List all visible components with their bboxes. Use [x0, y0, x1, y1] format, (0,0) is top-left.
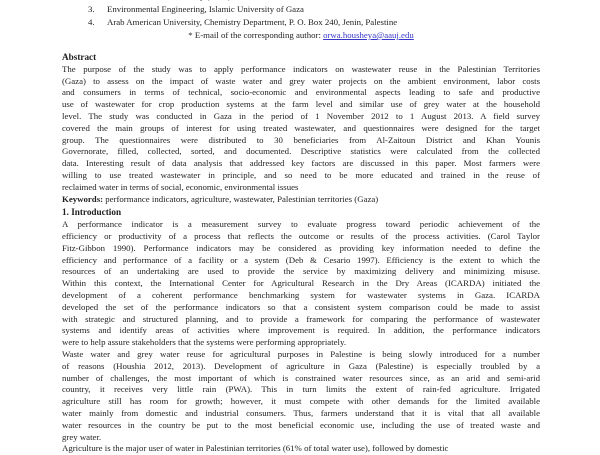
introduction-paragraph-2 [62, 349, 540, 443]
introduction-paragraph-3-clipped [62, 443, 540, 455]
text-line: covered the main groups of interest for using treated wastewater, and questionnaires were designed for the target [62, 122, 540, 133]
abstract-paragraph [62, 64, 540, 194]
text-line: willing to use treated wastewater in principle, and so need to be more educated and trained in the reuse of [62, 169, 540, 180]
text-line: developed the set of the performance indicators so that a consistent system comparison could be made to assist [62, 301, 540, 312]
text-line: (Gaza) to assess on the impact of waste water and grey water projects on the ambient environment, labor costs [62, 75, 540, 86]
keywords-line [62, 194, 540, 206]
text-line: of reasons (Houshia 2012, 2013). Development of agriculture in Gaza (Palestine) is especially troubled by a [62, 360, 540, 371]
text-line: and consumers in terms of technical, socio-economic and environmental aspects leading to safe and productive [62, 87, 540, 98]
introduction-heading: 1. Introduction [62, 207, 122, 218]
text-line: country, it receives very little rain (PWA). This in turn limits the extent of rain-fed agriculture. Irrigated [62, 384, 540, 395]
text-line: efficiency and performance of a facility or a system (Deb & Cesario 1997). Efficiency is the extent to which the [62, 254, 540, 265]
text-line: group. The questionnaires were distributed to 30 beneficiaries from Al-Zaitoun District and Khan Younis [62, 134, 540, 145]
text-line: were to help assure stakeholders that the systems were performing appropriately. [62, 337, 347, 348]
corresponding-author-line [62, 29, 540, 42]
keywords-label: Keywords: [62, 193, 104, 204]
text-line: Fitz-Gibbon 1990). Performance indicators may be considered as providing key information needed to define the [62, 242, 540, 253]
text-line: water mainly from domestic and industrial consumers. Thus, farmers understand that it is vital that all available [62, 407, 540, 418]
affiliation-item [88, 3, 540, 16]
text-line: systems and identify areas of activities where improvement is required. In addition, the performance indicators [62, 325, 540, 336]
text-line: Agriculture is the major user of water in Palestinian territories (61% of total water use), followed by domestic [62, 443, 449, 454]
text-line: level. The study was conducted in Gaza in the period of 1 November 2012 to 1 August 2013. A field survey [62, 110, 540, 121]
text-line: The purpose of the study was to apply performance indicators on wastewater reuse in the Palestinian Territories [62, 63, 540, 74]
text-line: A performance indicator is a measurement survey to evaluate progress toward periodic achievement of the [62, 219, 540, 230]
text-line: agriculture still has room for growth; however, it must compete with other demands for the limited available [62, 396, 540, 407]
page-content [62, 0, 540, 455]
affiliation-number: 3. [88, 4, 95, 14]
affiliation-text: Environmental Engineering, Islamic University of Gaza [107, 4, 304, 14]
text-line: water resources in the country be put to the most beneficial economic use, including the use of treated waste and [62, 419, 540, 430]
text-line: use of wastewater for crop production systems at the farm level and similar use of grey water at the household [62, 99, 540, 110]
introduction-paragraph-1 [62, 219, 540, 349]
text-line: number of challenges, the most important of which is constrained water resources since, as an arid and semi-arid [62, 372, 540, 383]
affiliations-list [88, 0, 540, 29]
keywords-text: performance indicators, agriculture, wastewater, Palestinian territories (Gaza) [103, 193, 379, 204]
text-line: efficiency or productivity of a process that reflects the outcome or results of the process activities. (Carol Taylor [62, 230, 540, 241]
text-line: reclaimed water in terms of social, economic, environmental issues [62, 181, 299, 192]
abstract-heading: Abstract [62, 52, 97, 62]
affiliation-number: 4. [88, 17, 95, 27]
affiliation-item [88, 16, 540, 29]
corresponding-author-prefix: * E-mail of the corresponding author: [188, 30, 324, 40]
text-line: with strategic and structured planning, and to provide a framework for comparing the performance of wastewater [62, 313, 540, 324]
affiliation-text: Arab American University, Chemistry Department, P. O. Box 240, Jenin, Palestine [107, 17, 398, 27]
text-line: data. Interesting result of data analysis that addressed key factors are discussed in this paper. Most farmers were [62, 158, 540, 169]
text-line: Waste water and grey water reuse for agricultural purposes in Palestine is being slowly introduced for a number [62, 348, 540, 359]
author-email-link[interactable]: orwa.housheya@aauj.edu [323, 30, 414, 40]
text-line: development of a coherent performance benchmarking system for wastewater systems in Gaza. ICARDA [62, 289, 540, 300]
text-line: Governorate, filled, collected, sorted, and documented. Descriptive statistics were calculated from the collected [62, 146, 540, 157]
text-line: resources of an undertaking are used to provide the service by maximizing delivery and minimizing misuse. [62, 266, 540, 277]
text-line: Within this context, the International Center for Agricultural Research in the Dry Areas (ICARDA) initiated the [62, 278, 540, 289]
text-line: grey water. [62, 431, 102, 442]
